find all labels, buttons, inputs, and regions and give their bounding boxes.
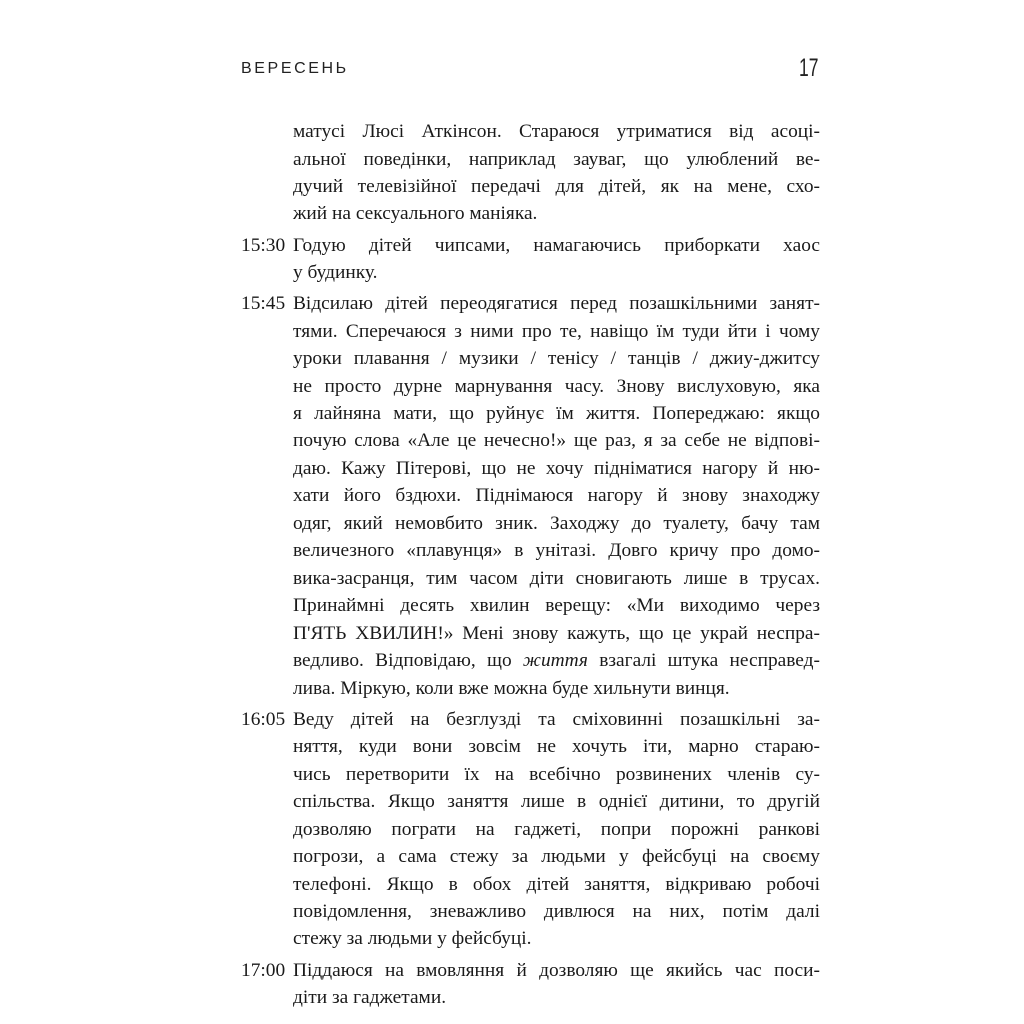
text-span: взагалі штука несправед- <box>599 650 820 672</box>
text-line: дучий телевізійної передачі для дітей, як на мене, схо- <box>293 175 820 197</box>
entry-time: 15:45 <box>241 293 286 315</box>
text-line: дозволяю пограти на гаджеті, попри порожні ранкові <box>293 818 820 840</box>
text-line: альної поведінки, наприклад зауваг, що улюблений ве- <box>293 148 820 170</box>
text-line-mixed <box>293 647 820 675</box>
text-line: Піддаюся на вмовляння й дозволяю ще якийсь час поси- <box>293 959 820 981</box>
text-line: величезного «плавунця» в унітазі. Довго кричу про домо- <box>293 540 820 562</box>
text-line: спільства. Якщо заняття лише в однієї дитини, то другій <box>293 791 820 813</box>
text-line: у будинку. <box>293 262 378 283</box>
text-line: не просто дурне марнування часу. Знову вислуховую, яка <box>293 375 820 397</box>
emphasis-text: життя <box>522 650 588 672</box>
text-line: хати його бздюхи. Піднімаюся нагору й знову знаходжу <box>293 485 820 507</box>
text-line: діти за гаджетами. <box>293 987 447 1008</box>
text-line: стежу за людьми у фейсбуці. <box>293 928 532 950</box>
running-head-section-title: ВЕРЕСЕНЬ <box>241 60 349 77</box>
text-line: Відсилаю дітей переодягатися перед позашкільними занят- <box>293 293 820 315</box>
text-line: Принаймні десять хвилин верещу: «Ми виходимо через <box>293 595 820 617</box>
text-line: П'ЯТЬ ХВИЛИН!» Мені знову кажуть, що це украй неспра- <box>293 622 820 644</box>
text-line: уроки плавання / музики / тенісу / танців / джиу-джитсу <box>293 348 820 370</box>
text-line: Годую дітей чипсами, намагаючись приборкати хаос <box>293 234 820 256</box>
text-line: я лайняна мати, що руйнує їм життя. Попереджаю: якщо <box>293 403 820 424</box>
text-line: жий на сексуального маніяка. <box>293 203 538 225</box>
text-line: одяг, який немовбито зник. Заходжу до туалету, бачу там <box>293 512 820 534</box>
text-line: повідомлення, зневажливо дивлюся на них, потім далі <box>293 900 820 922</box>
page-number: 17 <box>799 54 819 82</box>
text-line: чись перетворити їх на всебічно розвинених членів су- <box>293 763 820 785</box>
entry-time: 17:00 <box>241 959 286 981</box>
text-line: погрози, а сама стежу за людьми у фейсбуці на своєму <box>293 846 820 867</box>
text-span: ведливо. Відповідаю, що <box>293 650 512 672</box>
text-line: матусі Люсі Аткінсон. Стараюся утриматися від асоці- <box>293 121 820 142</box>
text-line: няття, куди вони зовсім не хочуть іти, марно стараю- <box>293 736 820 758</box>
entry-time: 15:30 <box>241 234 286 256</box>
entry-time: 16:05 <box>241 708 286 730</box>
text-line: телефоні. Якщо в обох дітей заняття, відкриваю робочі <box>293 873 820 895</box>
text-line: почую слова «Але це нечесно!» ще раз, я за себе не відпові- <box>293 430 820 452</box>
text-line: Веду дітей на безглузді та сміховинні позашкільні за- <box>293 708 820 730</box>
text-line: вика-засранця, тим часом діти сновигають лише в трусах. <box>293 567 820 589</box>
text-line: даю. Кажу Пітерові, що не хочу підніматися нагору й ню- <box>293 457 820 479</box>
text-line: лива. Міркую, коли вже можна буде хильнути винця. <box>293 677 730 699</box>
text-line: тями. Сперечаюся з ними про те, навіщо їм туди йти і чому <box>293 320 820 342</box>
